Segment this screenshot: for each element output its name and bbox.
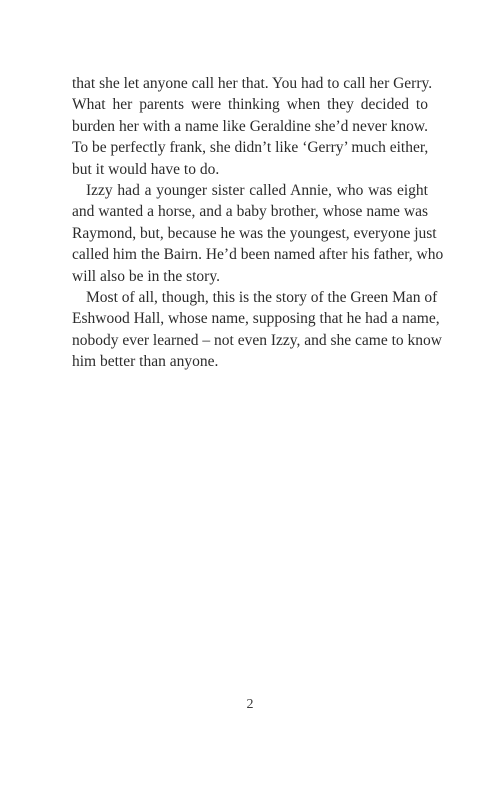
text-line: that she let anyone call her that. You had to call her Gerry. xyxy=(72,75,433,92)
text-line: will also be in the story. xyxy=(72,267,220,285)
page-number: 2 xyxy=(246,697,254,712)
text-line: him better than anyone. xyxy=(72,353,219,371)
text-line: Most of all, though, this is the story of the Green Man of xyxy=(86,289,438,307)
text-line: What her parents were thinking when they decided to xyxy=(72,96,428,114)
text-line: and wanted a horse, and a baby brother, whose name was xyxy=(72,203,428,221)
text-line: Eshwood Hall, whose name, supposing that he had a name, xyxy=(72,310,440,328)
text-line: nobody ever learned – not even Izzy, and she came to know xyxy=(72,331,442,349)
text-line: Izzy had a younger sister called Annie, who was eight xyxy=(86,182,428,200)
paragraph-3 xyxy=(72,287,442,373)
text-line: To be perfectly frank, she didn’t like ‘Gerry’ much either, xyxy=(72,139,429,157)
text-line: burden her with a name like Geraldine she’d never know. xyxy=(72,117,428,135)
paragraph-2 xyxy=(72,180,444,287)
text-line: but it would have to do. xyxy=(72,160,220,178)
text-line: Raymond, but, because he was the youngest, everyone just xyxy=(72,224,437,242)
paragraph-1 xyxy=(72,73,433,180)
body-text xyxy=(72,73,444,373)
text-line: called him the Bairn. He’d been named after his father, who xyxy=(72,246,444,264)
